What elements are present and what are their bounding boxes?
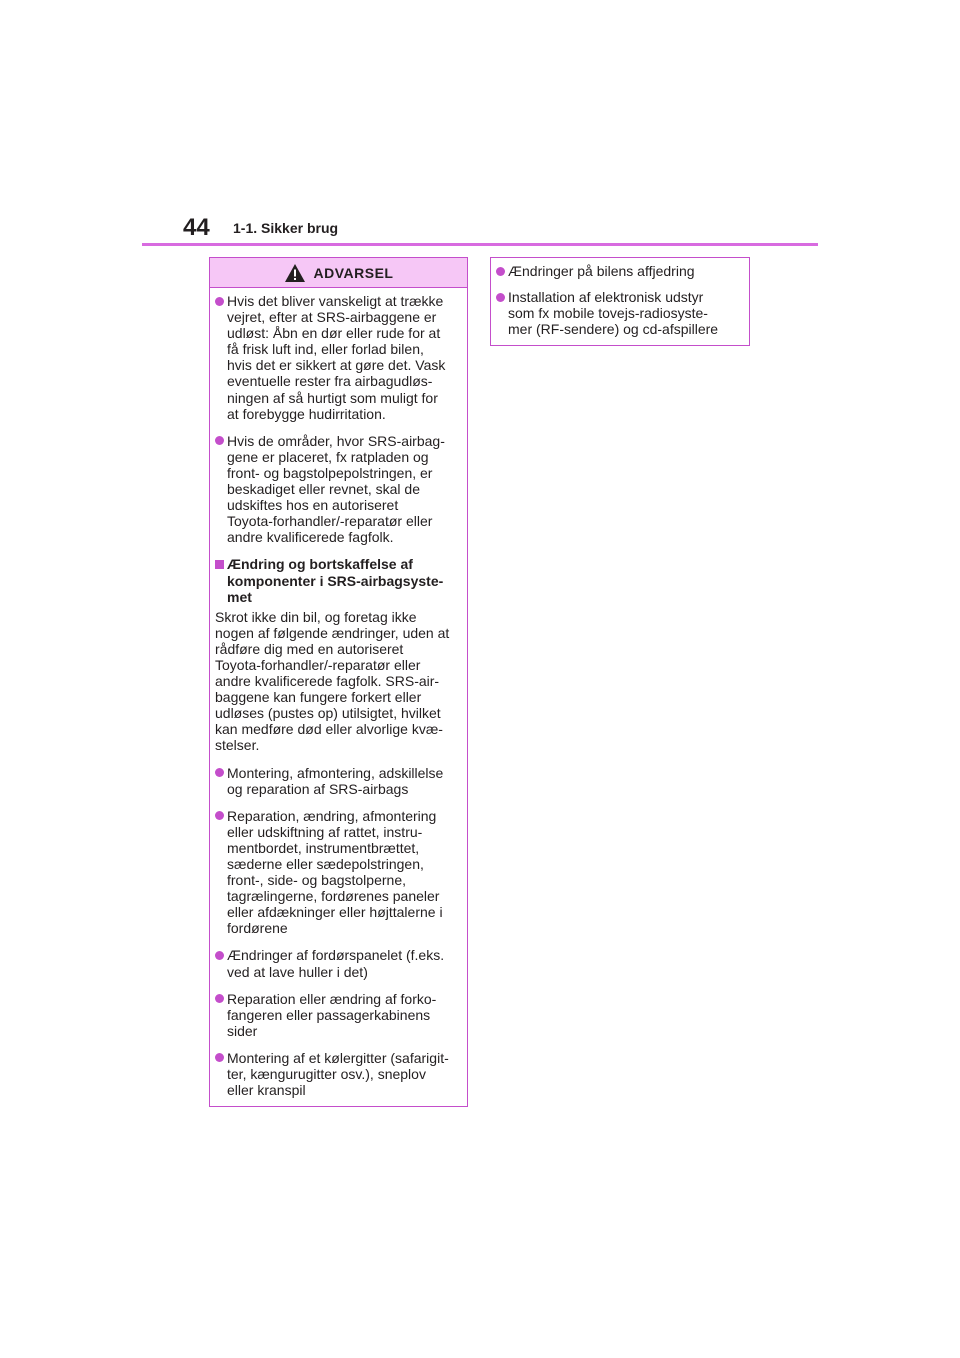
bullet-dot — [215, 1053, 224, 1062]
bullet-dot — [215, 811, 224, 820]
bullet-dot — [496, 293, 505, 302]
list-item — [215, 1050, 461, 1098]
list-item-text: Reparation eller ændring af forko- fangeren eller passagerkabinens sider — [227, 990, 437, 1039]
bullet-dot — [215, 768, 224, 777]
warning-title: ADVARSEL — [313, 264, 394, 281]
bullet-dot — [496, 267, 505, 276]
warning-header — [210, 258, 467, 288]
warning-triangle-icon — [284, 263, 306, 283]
paragraph: Skrot ikke din bil, og foretag ikke nogen af følgende ændringer, uden at rådføre dig med en autoriseret Toyota-forhandler/-reparatør eller andre kvalificerede fagfolk. SRS-air- baggene kan fungere forkert eller udløses (pustes op) utilsigtet, hvilket kan medføre død eller alvorlige kvæ- stelser. — [215, 608, 450, 754]
warning-box — [209, 257, 468, 1107]
header-rule — [142, 243, 818, 246]
warning-content — [210, 288, 467, 1098]
bullet-dot — [215, 297, 224, 306]
list-item-text: Hvis de områder, hvor SRS-airbag- gene er placeret, fx ratpladen og front- og bagstolpepolstringen, er beskadiget eller revnet, skal de udskiftes hos en autoriseret Toyota-forhandler/-reparatør eller andre kvalificerede fagfolk. — [227, 432, 445, 546]
list-item-text: Reparation, ændring, afmontering eller udskiftning af rattet, instru- mentbordet, instrumentbrættet, sæderne eller sædepolstringen, front-, side- og bagstolperne, tagrælingerne, fordørenes paneler eller afdækninger eller højttalerne i fordørene — [227, 807, 443, 937]
list-item-text: Montering af et kølergitter (safarigit- ter, kængurugitter osv.), sneplov eller kranspil — [227, 1049, 449, 1099]
list-item — [496, 289, 743, 337]
list-item-text: Montering, afmontering, adskillelse og reparation af SRS-airbags — [227, 764, 444, 797]
list-item — [215, 433, 461, 546]
section-title: 1-1. Sikker brug — [233, 220, 339, 236]
list-item — [215, 947, 461, 979]
bullet-dot — [215, 436, 224, 445]
page-number: 44 — [183, 214, 210, 241]
bullet-dot — [215, 951, 224, 960]
list-item — [215, 991, 461, 1039]
list-item — [496, 263, 743, 279]
list-item — [215, 765, 461, 797]
continued-box — [490, 257, 750, 346]
list-item-text: Hvis det bliver vanskeligt at trække vejret, efter at SRS-airbaggene er udløst: Åbn en dør eller rude for at få frisk luft ind, eller forlad bilen, hvis det er sikkert at gøre det. Vask eventuelle rester fra airbagudløs- ningen af så hurtigt som muligt for at forebygge hudirritation. — [227, 293, 446, 422]
list-item-text: Installation af elektronisk udstyr som fx mobile tovejs-radiosyste- mer (RF-sendere) og cd-afspillere — [508, 289, 719, 338]
square-bullet — [215, 560, 224, 569]
list-item-text: Ændringer af fordørspanelet (f.eks. ved at lave huller i det) — [227, 947, 445, 980]
subheading — [215, 556, 461, 604]
list-item-text: Ændringer på bilens affjedring — [508, 263, 695, 279]
bullet-dot — [215, 994, 224, 1003]
list-item — [215, 293, 461, 422]
subheading-text: Ændring og bortskaffelse af komponenter i SRS-airbagsyste- met — [227, 556, 444, 605]
list-item — [215, 808, 461, 937]
